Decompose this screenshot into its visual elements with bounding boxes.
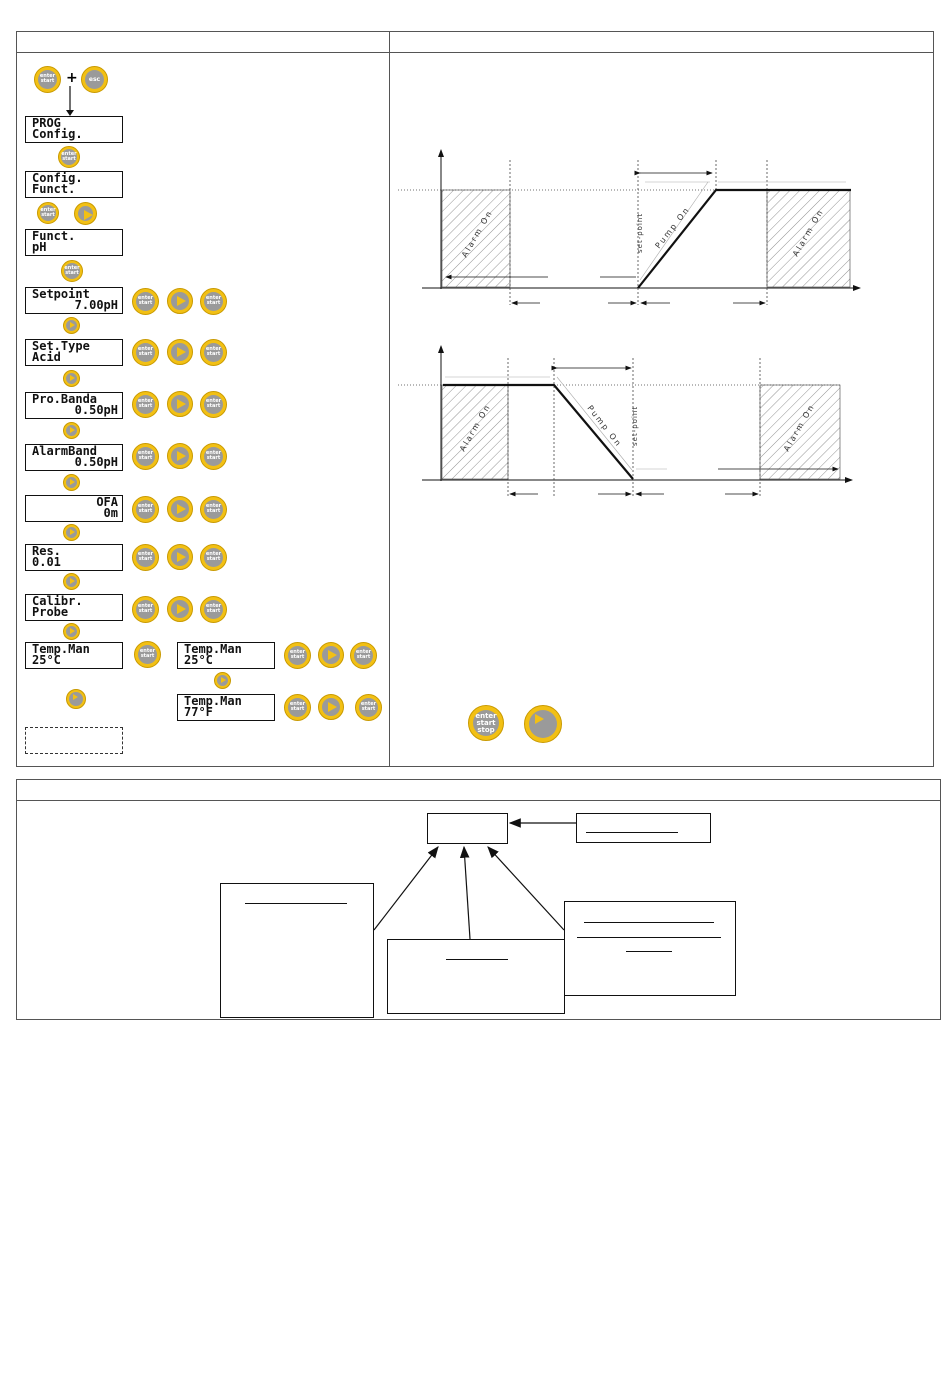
enter-start-button[interactable]: enter start [200, 339, 227, 366]
right-box-underline-3 [626, 951, 672, 952]
lcd-temp-man: Temp.Man 25°C [25, 642, 123, 669]
left-box-underline [245, 903, 347, 904]
plus-sign: + [66, 70, 78, 86]
enter-start-button[interactable]: enter start [350, 642, 377, 669]
enter-start-button[interactable]: enter start [34, 66, 61, 93]
lcd-set-type: Set.Type Acid [25, 339, 123, 366]
lcd-prog-config: PROG Config. [25, 116, 123, 143]
enter-start-button[interactable]: enter start [132, 288, 159, 315]
enter-start-stop-button[interactable]: enter start stop [468, 705, 504, 741]
enter-start-button[interactable]: enter start [134, 641, 161, 668]
enter-start-button[interactable]: enter start [200, 596, 227, 623]
down-arrow-button[interactable] [63, 474, 80, 491]
bottom-header-divider [16, 800, 941, 801]
right-arrow-button[interactable] [167, 288, 193, 314]
enter-start-button[interactable]: enter start [132, 339, 159, 366]
lcd-funct-ph: Funct. pH [25, 229, 123, 256]
lcd-temp-man-fahrenheit: Temp.Man 77°F [177, 694, 275, 721]
enter-start-button[interactable]: enter start [58, 146, 80, 168]
arrow-from-middle [464, 847, 470, 939]
graph1-pump-label: Pump On [653, 204, 692, 251]
right-arrow-button[interactable] [167, 339, 193, 365]
right-arrow-button[interactable] [167, 443, 193, 469]
enter-start-button[interactable]: enter start [284, 642, 311, 669]
graph2-pump-label: Pump On [585, 403, 624, 450]
right-arrow-button[interactable] [167, 544, 193, 570]
lcd-ofa: OFA 0m [25, 495, 123, 522]
top-right-underline [586, 832, 678, 833]
enter-start-button[interactable]: enter start [132, 443, 159, 470]
right-box-underline-2 [577, 937, 721, 938]
graph2-alarm-label-right: Alarm On [781, 402, 817, 453]
down-arrow-button[interactable] [63, 422, 80, 439]
right-arrow-button[interactable] [74, 202, 97, 225]
enter-start-button[interactable]: enter start [284, 694, 311, 721]
esc-button[interactable]: esc [81, 66, 108, 93]
right-arrow-button[interactable] [318, 694, 344, 720]
enter-start-button[interactable]: enter start [355, 694, 382, 721]
flow-arrow-icon [60, 86, 80, 118]
bottom-arrows [360, 810, 580, 950]
middle-box-underline [446, 959, 508, 960]
lcd-alarm-band: AlarmBand 0.50pH [25, 444, 123, 471]
enter-start-button[interactable]: enter start [200, 443, 227, 470]
right-arrow-button[interactable] [167, 596, 193, 622]
right-arrow-button-large[interactable] [524, 705, 562, 743]
lcd-setpoint: Setpoint 7.00pH [25, 287, 123, 314]
top-right-box [576, 813, 711, 843]
enter-start-button[interactable]: enter start [132, 496, 159, 523]
down-arrow-button[interactable] [63, 317, 80, 334]
enter-start-button[interactable]: enter start [132, 596, 159, 623]
graph1-alarm-label-left: Alarm On [459, 208, 495, 259]
enter-start-button[interactable]: enter start [61, 260, 83, 282]
down-arrow-button[interactable] [63, 370, 80, 387]
down-arrow-button[interactable] [63, 573, 80, 590]
right-box-underline-1 [584, 922, 714, 923]
lcd-pro-banda: Pro.Banda 0.50pH [25, 392, 123, 419]
enter-start-button[interactable]: enter start [37, 202, 59, 224]
lcd-temp-man-celsius: Temp.Man 25°C [177, 642, 275, 669]
control-graphs [390, 53, 933, 766]
arrow-from-right [488, 847, 564, 930]
right-arrow-button[interactable] [318, 642, 344, 668]
down-arrow-button[interactable] [214, 672, 231, 689]
graph2-alarm-label-left: Alarm On [457, 402, 493, 453]
enter-start-button[interactable]: enter start [200, 391, 227, 418]
dashed-placeholder-box [25, 727, 123, 754]
right-arrow-button[interactable] [167, 391, 193, 417]
down-arrow-button[interactable] [63, 623, 80, 640]
right-arrow-button[interactable] [167, 496, 193, 522]
graph2-setpoint-label: set-point [631, 405, 639, 446]
graph1-setpoint-label: set-point [636, 212, 644, 253]
down-arrow-button[interactable] [66, 689, 86, 709]
graph-rising [398, 150, 860, 305]
down-arrow-button[interactable] [63, 524, 80, 541]
middle-box [387, 939, 565, 1014]
graph1-alarm-label-right: Alarm On [790, 207, 826, 258]
enter-start-button[interactable]: enter start [132, 544, 159, 571]
enter-start-button[interactable]: enter start [200, 496, 227, 523]
graph-falling [398, 346, 852, 497]
lcd-config-funct: Config. Funct. [25, 171, 123, 198]
arrow-from-left [374, 847, 438, 930]
lcd-res: Res. 0.01 [25, 544, 123, 571]
lcd-calibr: Calibr. Probe [25, 594, 123, 621]
enter-start-button[interactable]: enter start [200, 544, 227, 571]
enter-start-button[interactable]: enter start [132, 391, 159, 418]
right-box [564, 901, 736, 996]
enter-start-button[interactable]: enter start [200, 288, 227, 315]
